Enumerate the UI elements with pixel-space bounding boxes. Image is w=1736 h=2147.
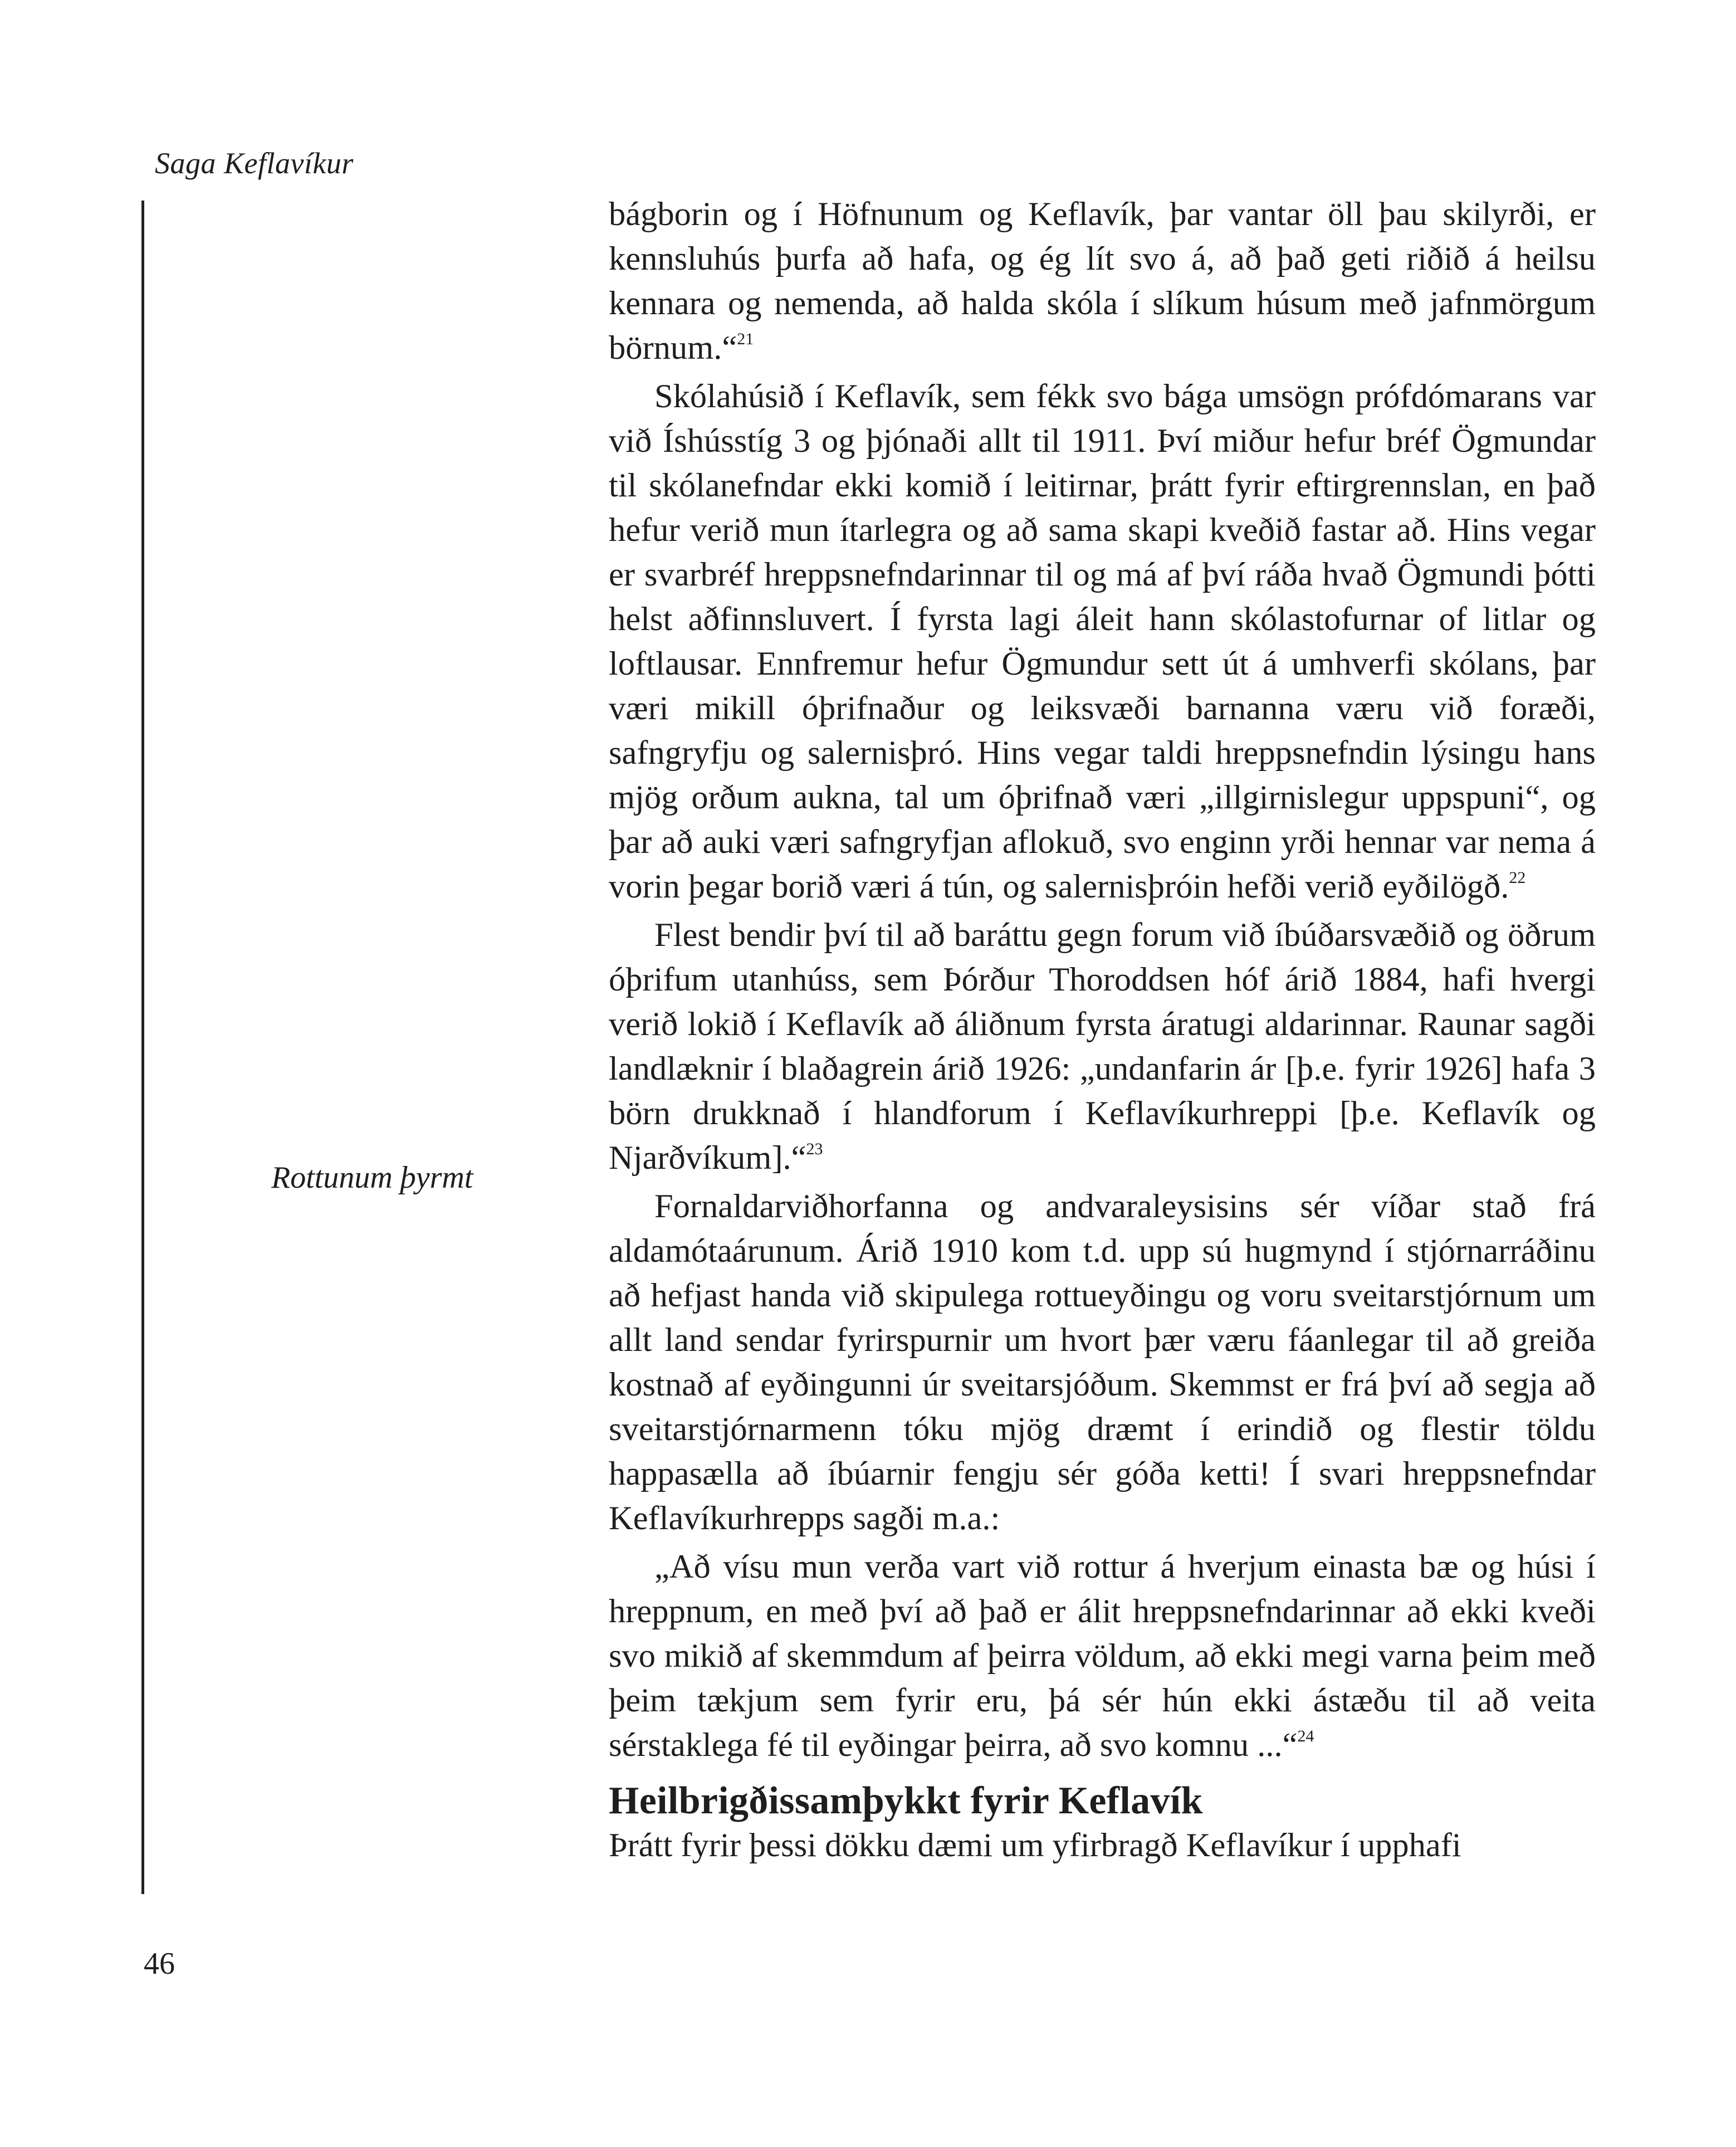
paragraph-text: „Að vísu mun verða vart við rottur á hverjum einasta bæ og húsi í hreppnum, en með því að það er álit hreppsnefndarinnar að ekki kveði svo mikið af skemmdum af þeirra völdum, að ekki megi varna þeim með þeim tækjum sem fyrir eru, þá sér hún ekki ástæðu til að veita sérstaklega fé til eyðingar þeirra, að svo komnu ...“ <box>609 1548 1596 1764</box>
paragraph-3 <box>609 913 1596 1180</box>
page-number: 46 <box>144 1946 175 1981</box>
margin-rule <box>141 201 144 1894</box>
paragraph-1 <box>609 192 1596 370</box>
footnote-marker: 23 <box>806 1140 823 1158</box>
section-text <box>609 1823 1596 1868</box>
paragraph-text: Flest bendir því til að baráttu gegn forum við íbúðarsvæðið og öðrum óþrifum utanhúss, sem Þórður Thoroddsen hóf árið 1884, hafi hvergi verið lokið í Keflavík að áliðnum fyrsta áratugi aldarinnar. Raunar sagði landlæknir í blaðagrein árið 1926: „undanfarin ár [þ.e. fyrir 1926] hafa 3 börn drukknað í hlandforum í Keflavíkurhreppi [þ.e. Keflavík og Njarðvíkum].“ <box>609 916 1596 1177</box>
paragraph-2 <box>609 374 1596 909</box>
body-text <box>609 192 1596 1768</box>
paragraph-text: Þrátt fyrir þessi dökku dæmi um yfirbragð Keflavíkur í upphafi <box>609 1827 1461 1864</box>
footnote-marker: 21 <box>737 330 754 348</box>
section-heading: Heilbrigðissamþykkt fyrir Keflavík <box>609 1779 1203 1822</box>
margin-note: Rottunum þyrmt <box>271 1160 473 1195</box>
quotation <box>609 1545 1596 1768</box>
paragraph-4 <box>609 1184 1596 1541</box>
paragraph-text: bágborin og í Höfnunum og Keflavík, þar vantar öll þau skilyrði, er kennsluhús þurfa að hafa, og ég lít svo á, að það geti riðið á heilsu kennara og nemenda, að halda skóla í slíkum húsum með jafnmörgum börnum.“ <box>609 196 1596 367</box>
footnote-marker: 22 <box>1509 868 1526 887</box>
paragraph-text: Skólahúsið í Keflavík, sem fékk svo bága umsögn prófdómarans var við Íshússtíg 3 og þjónaði allt til 1911. Því miður hefur bréf Ögmundar til skólanefndar ekki komið í leitirnar, þrátt fyrir eftirgrennslan, en það hefur verið mun ítarlegra og að sama skapi kveðið fastar að. Hins vegar er svarbréf hreppsnefndarinnar til og má af því ráða hvað Ögmundi þótti helst aðfinnsluvert. Í fyrsta lagi áleit hann skólastofurnar of litlar og loftlausar. Ennfremur hefur Ögmundur sett út á umhverfi skólans, þar væri mikill óþrifnaður og leiksvæði barnanna væru við foræði, safngryfju og salernisþró. Hins vegar taldi hreppsnefndin lýsingu hans mjög orðum aukna, tal um óþrifnað væri „illgirnislegur uppspuni“, og þar að auki væri safngryfjan aflokuð, svo enginn yrði hennar var nema á vorin þegar borið væri á tún, og salernisþróin hefði verið eyðilögð. <box>609 378 1596 905</box>
running-head: Saga Keflavíkur <box>155 147 354 180</box>
paragraph-text: Fornaldarviðhorfanna og andvaraleysisins sér víðar stað frá aldamótaárunum. Árið 1910 kom t.d. upp sú hugmynd í stjórnarráðinu að hefjast handa við skipulega rottueyðingu og voru sveitarstjórnum um allt land sendar fyrirspurnir um hvort þær væru fáanlegar til að greiða kostnað af eyðingunni úr sveitarsjóðum. Skemmst er frá því að segja að sveitarstjórnarmenn tóku mjög dræmt í erindið og flestir töldu happasælla að íbúarnir fengju sér góða ketti! Í svari hreppsnefndar Keflavíkurhrepps sagði m.a.: <box>609 1188 1596 1537</box>
footnote-marker: 24 <box>1297 1727 1314 1745</box>
section-first-line <box>609 1823 1596 1868</box>
